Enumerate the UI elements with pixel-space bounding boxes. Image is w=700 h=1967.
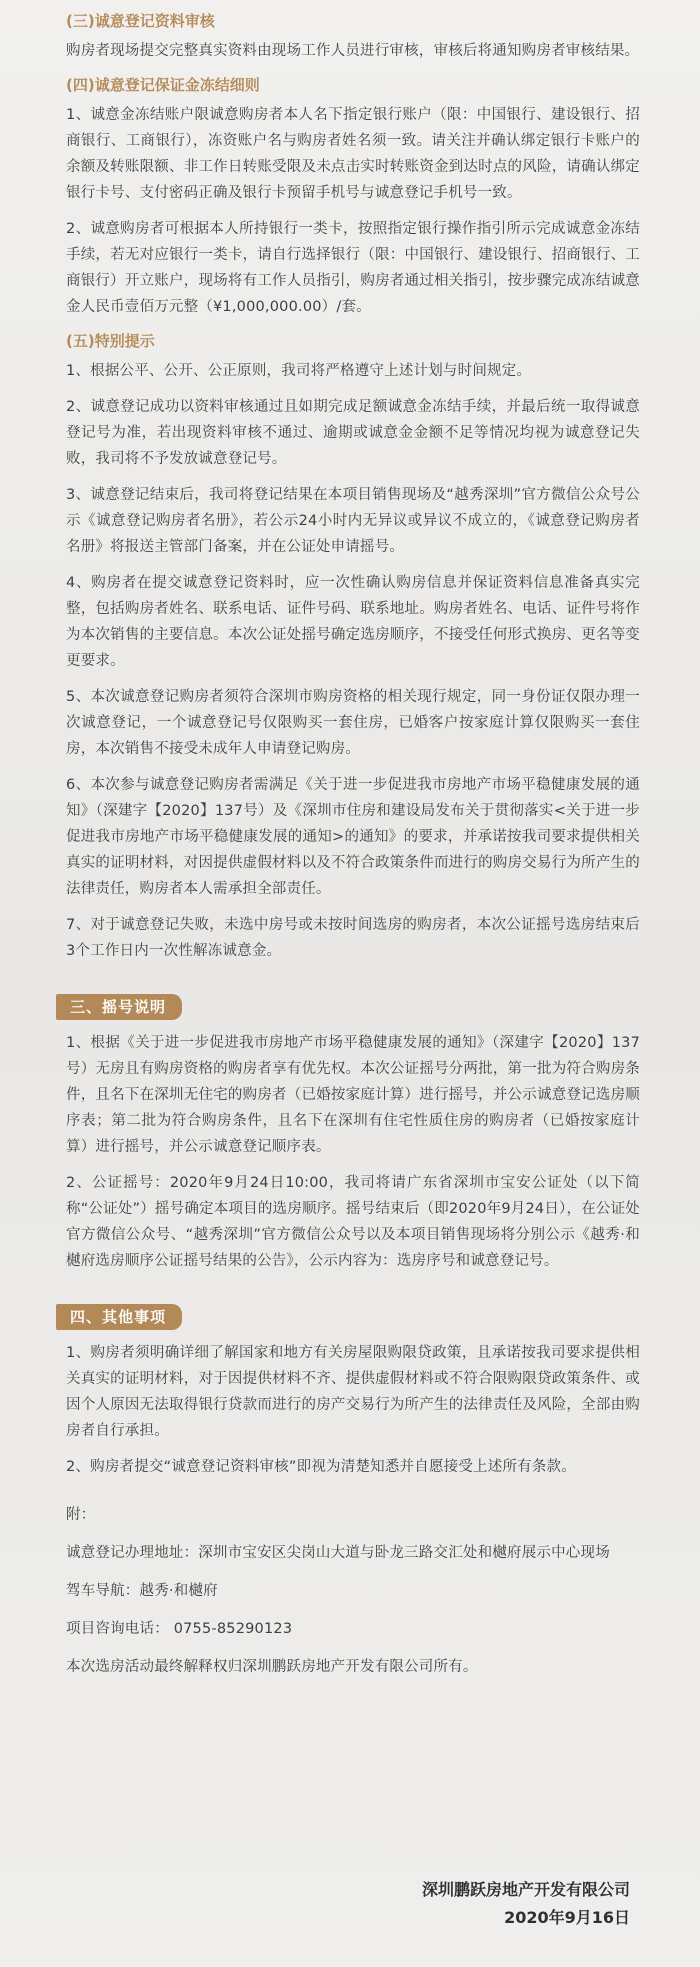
lottery-item: 1、根据《关于进一步促进我市房地产市场平稳健康发展的通知》（深建字【2020】137号）无房且有购房资格的购房者享有优先权。本次公证摇号分两批，第一批为符合购房条件，且名下在深圳无住宅的购房者（已婚按家庭计算）进行摇号，并公示诚意登记选房顺序表；第二批为符合购房条件，且名下在深圳有住宅性质住房的购房者（已婚按家庭计算）进行摇号，并公示诚意登记顺序表。 [66,1035,640,1155]
registration-address: 诚意登记办理地址：深圳市宝安区尖岗山大道与卧龙三路交汇处和樾府展示中心现场 [66,1545,610,1561]
subsection-title-deposit: (四)诚意登记保证金冻结细则 [66,76,260,94]
appendix [66,1502,640,1680]
rights-statement: 本次选房活动最终解释权归深圳鹏跃房地产开发有限公司所有。 [66,1659,478,1675]
company-name: 深圳鹏跃房地产开发有限公司 [421,1880,630,1899]
section-badge-lottery: 三、摇号说明 [56,994,182,1020]
section-lottery [66,986,640,1274]
subsection-title-special: (五)特别提示 [66,332,155,350]
special-note-item: 2、诚意登记成功以资料审核通过且如期完成足额诚意金冻结手续，并最后统一取得诚意登记号为准，若出现资料审核不通过、逾期或诚意金金额不足等情况均视为诚意登记失败，我司将不予发放诚意登记号。 [66,399,640,467]
signature-date: 2020年9月16日 [504,1908,630,1927]
appendix-label: 附： [66,1507,96,1523]
section-special-notes [66,330,640,964]
special-note-item: 7、对于诚意登记失败，未选中房号或未按时间选房的购房者，本次公证摇号选房结束后3个工作日内一次性解冻诚意金。 [66,917,640,959]
special-note-item: 5、本次诚意登记购房者须符合深圳市购房资格的相关现行规定，同一身份证仅限办理一次诚意登记，一个诚意登记号仅限购买一套住房，已婚客户按家庭计算仅限购买一套住房，本次销售不接受未成年人申请登记购房。 [66,689,640,757]
lottery-item: 2、公证摇号：2020年9月24日10:00，我司将请广东省深圳市宝安公证处（以下简称“公证处”）摇号确定本项目的选房顺序。摇号结束后（即2020年9月24日），在公证处官方微信公众号、“越秀深圳”官方微信公众号以及本项目销售现场将分别公示《越秀·和樾府选房顺序公证摇号结果的公告》，公示内容为：选房序号和诚意登记号。 [66,1175,640,1269]
section-badge-other: 四、其他事项 [56,1304,182,1330]
section-other [66,1296,640,1480]
deposit-paragraph-2: 2、诚意购房者可根据本人所持银行一类卡，按照指定银行操作指引所示完成诚意金冻结手续，若无对应银行一类卡，请自行选择银行（限：中国银行、建设银行、招商银行、工商银行）开立账户，现场将有工作人员指引，购房者通过相关指引，按步骤完成冻结诚意金人民币壹佰万元整（¥1,000,000.00）/套。 [66,221,640,315]
section-deposit [66,74,640,320]
special-note-item: 1、根据公平、公开、公正原则，我司将严格遵守上述计划与时间规定。 [66,363,532,379]
other-item: 1、购房者须明确详细了解国家和地方有关房屋限购限贷政策，且承诺按我司要求提供相关真实的证明材料，对于因提供材料不齐、提供虚假材料或不符合限购限贷政策条件、或因个人原因无法取得银行贷款而进行的房产交易行为所产生的法律责任及风险，全部由购房者自行承担。 [66,1345,640,1439]
special-note-item: 6、本次参与诚意登记购房者需满足《关于进一步促进我市房地产市场平稳健康发展的通知》（深建字【2020】137号）及《深圳市住房和建设局发布关于贯彻落实<关于进一步促进我市房地产市场平稳健康发展的通知>的通知》的要求，并承诺按我司要求提供相关真实的证明材料，对因提供虚假材料以及不符合政策条件而进行的购房交易行为所产生的法律责任，购房者本人需承担全部责任。 [66,777,640,897]
other-item: 2、购房者提交“诚意登记资料审核”即视为清楚知悉并自愿接受上述所有条款。 [66,1459,576,1475]
special-note-item: 3、诚意登记结束后，我司将登记结果在本项目销售现场及“越秀深圳”官方微信公众号公示《诚意登记购房者名册》，若公示24小时内无异议或异议不成立的，《诚意登记购房者名册》将报送主管部门备案，并在公证处申请摇号。 [66,487,640,555]
deposit-paragraph-1: 1、诚意金冻结账户限诚意购房者本人名下指定银行账户（限：中国银行、建设银行、招商银行、工商银行），冻资账户名与购房者姓名须一致。请关注并确认绑定银行卡账户的余额及转账限额、非工作日转账受限及未点击实时转账资金到达时点的风险，请确认绑定银行卡号、支付密码正确及银行卡预留手机号与诚意登记手机号一致。 [66,107,640,201]
signature-block [422,1876,630,1932]
driving-navigation: 驾车导航：越秀·和樾府 [66,1583,218,1599]
subsection-title-review: (三)诚意登记资料审核 [66,12,215,30]
special-note-item: 4、购房者在提交诚意登记资料时，应一次性确认购房信息并保证资料信息准备真实完整，包括购房者姓名、联系电话、证件号码、联系地址。购房者姓名、电话、证件号将作为本次销售的主要信息。本次公证处摇号确定选房顺序，不接受任何形式换房、更名等变更要求。 [66,575,640,669]
review-paragraph: 购房者现场提交完整真实资料由现场工作人员进行审核，审核后将通知购房者审核结果。 [66,43,640,59]
consultation-phone: 项目咨询电话： 0755-85290123 [66,1621,293,1637]
section-review [66,10,640,64]
